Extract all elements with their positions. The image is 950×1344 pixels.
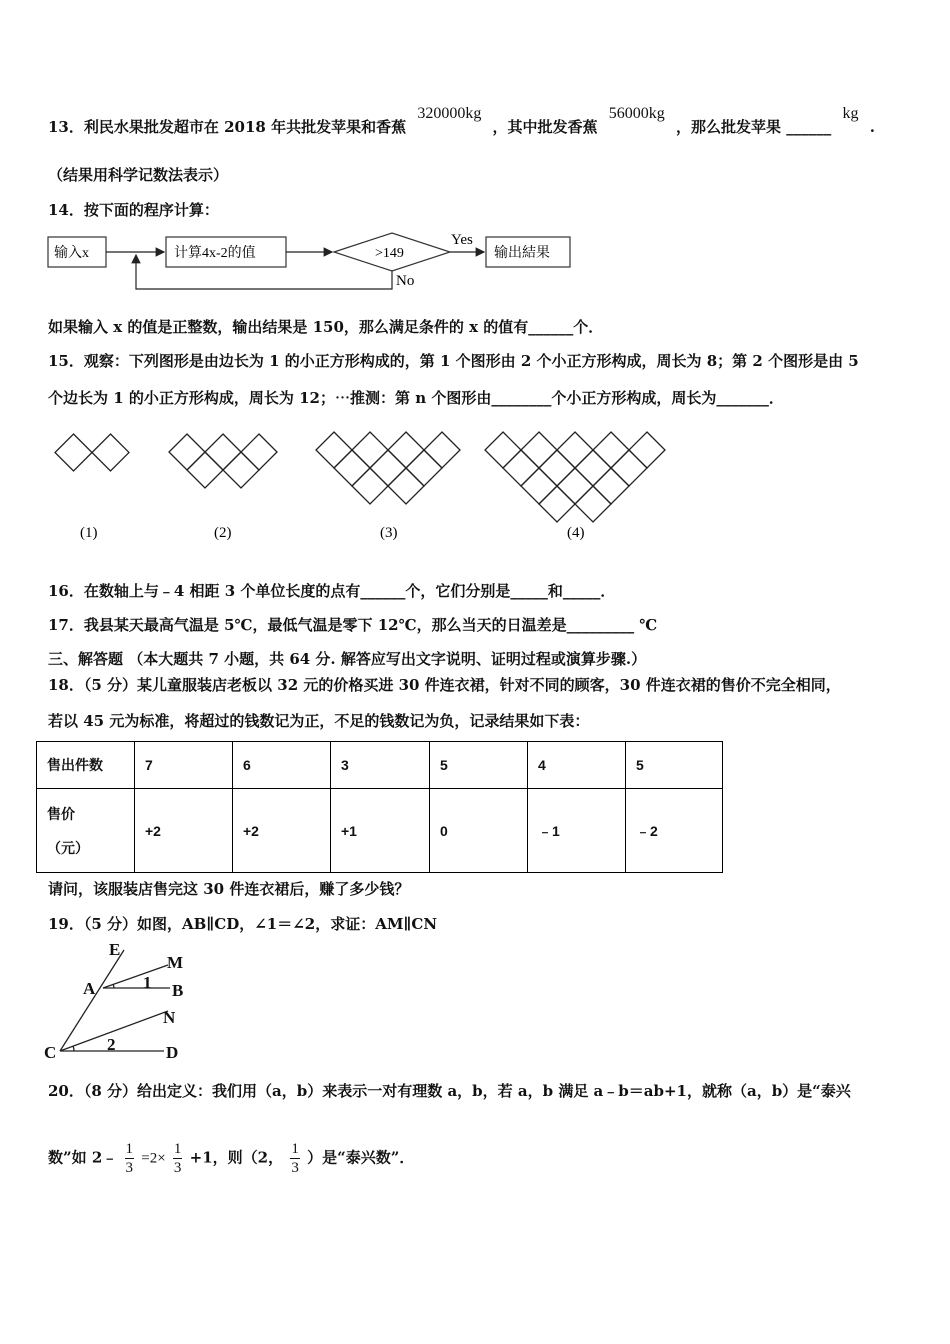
flow-calc-label: 计算4x-2的值 [174,246,256,261]
q15-figure-4 [485,432,665,522]
q15-figures [0,420,700,550]
q15-figure-3 [316,432,460,504]
q14-title: 14．按下面的程序计算： [48,201,219,219]
label-D: D [166,1043,179,1062]
q16-text: 16．在数轴上与﹣4 相距 3 个单位长度的点有______个，它们分别是_____和_____． [48,582,616,600]
q15-line2: 个边长为 1 的小正方形构成，周长为 12；⋯推测：第 n 个图形由________个小正方形构成，周长为_______． [48,389,784,407]
q13-value-total: 320000kg [417,105,482,122]
fraction: $\frac{1}{3}$ [291,1141,299,1176]
q18-question: 请问，该服装店售完这 30 件连衣裙后，赚了多少钱？ [48,880,410,898]
q15-label-4: (4) [567,525,585,541]
fraction: $\frac{1}{3}$ [125,1141,134,1176]
q14-question: 如果输入 x 的值是正整数，输出结果是 150，那么满足条件的 x 的值有______个． [48,318,604,336]
flow-no-label: No [396,273,415,289]
q13-value-banana: 56000kg [608,105,665,122]
q14-flowchart [0,225,600,295]
table-row: 售价 （元） +2 +2 +1 0 ﹣1 ﹣2 [37,789,723,873]
q15-figure-2 [169,434,277,488]
fraction: $\frac{1}{3}$ [173,1141,182,1176]
flow-output-label: 输出結果 [494,246,550,261]
q15-label-3: (3) [380,525,398,541]
table-row: 售出件数 7 6 3 5 4 5 [37,742,723,789]
q13-answer-blank[interactable]: ______ [786,118,832,136]
section-heading: 三、解答题 （本大题共 7 小题，共 64 分. 解答应写出文字说明、证明过程或演算步骤.） [48,650,647,668]
q18-line1: 18．（5 分）某儿童服装店老板以 32 元的价格买进 30 件连衣裙，针对不同的顾客，30 件连衣裙的售价不完全相同， [48,676,841,694]
q15-line1: 15．观察：下列图形是由边长为 1 的小正方形构成的，第 1 个图形由 2 个小正方形构成，周长为 8；第 2 个图形是由 5 [48,352,859,370]
label-angle-2: 2 [107,1035,116,1054]
q20-line1: 20．（8 分）给出定义：我们用（a，b）来表示一对有理数 a，b，若 a，b 满足 a﹣b＝ab+1，就称（a，b）是“泰兴 [48,1082,851,1100]
table-header-count: 售出件数 [37,742,135,789]
q19-geometry-figure [40,938,200,1068]
q13-line: 13．利民水果批发超市在 2018 年共批发苹果和香蕉 320000kg ，其中批发香蕉 56000kg ，那么批发苹果 ______ kg . [48,105,875,136]
label-angle-1: 1 [143,973,152,992]
q15-label-2: (2) [214,525,232,541]
flow-yes-label: Yes [451,232,473,248]
q15-label-1: (1) [80,525,98,541]
label-C: C [44,1043,57,1062]
q17-text: 17．我县某天最高气温是 5℃，最低气温是零下 12℃，那么当天的日温差是_________ ℃ [48,616,658,634]
q18-line2: 若以 45 元为标准，将超过的钱数记为正，不足的钱数记为负，记录结果如下表： [48,712,590,730]
flow-input-label: 输入x [54,246,89,261]
label-A: A [83,979,96,998]
label-N: N [163,1008,176,1027]
q13-note: （结果用科学记数法表示） [48,166,229,184]
q18-sales-table [36,741,723,873]
label-M: M [167,953,184,972]
q19-text: 19．（5 分）如图，AB∥CD，∠1＝∠2，求证：AM∥CN [48,915,438,933]
q15-figure-1 [55,434,129,471]
label-B: B [172,981,184,1000]
table-header-price: 售价 （元） [37,789,135,873]
flow-condition-label: >149 [375,246,404,261]
label-E: E [109,940,121,959]
q20-line2: 数”如 2﹣ $\frac{1}{3}$ =2× $\frac{1}{3}$ +1，则（2， $\frac{1}{3}$ ）是“泰兴数”． [48,1141,415,1176]
